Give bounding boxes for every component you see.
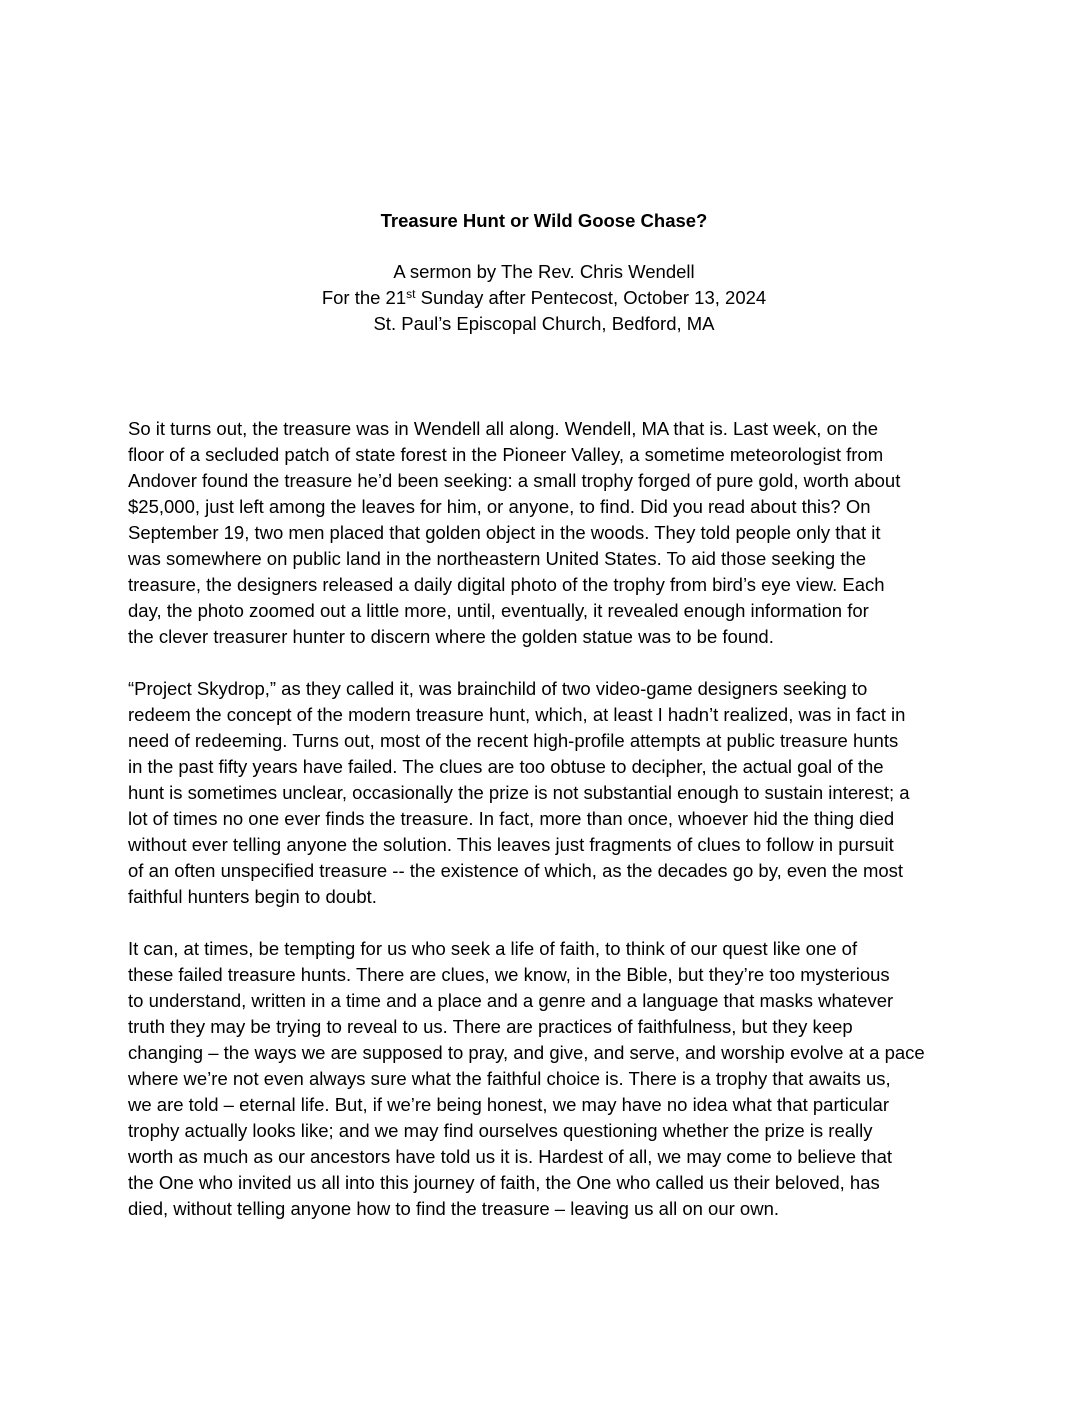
paragraph-line: these failed treasure hunts. There are clues, we know, in the Bible, but they’re too mysterious — [128, 964, 890, 985]
paragraph-line: in the past fifty years have failed. The clues are too obtuse to decipher, the actual goal of the — [128, 756, 884, 777]
paragraph-line: lot of times no one ever finds the treasure. In fact, more than once, whoever hid the thing died — [128, 808, 895, 829]
church-line: St. Paul’s Episcopal Church, Bedford, MA — [373, 313, 715, 334]
paragraph-line: faithful hunters begin to doubt. — [128, 886, 377, 907]
sermon-body — [128, 416, 960, 1248]
paragraph-line: was somewhere on public land in the northeastern United States. To aid those seeking the — [128, 548, 867, 569]
paragraph-line: the clever treasurer hunter to discern where the golden statue was to be found. — [128, 626, 774, 647]
paragraph — [128, 936, 960, 1222]
paragraph-line: September 19, two men placed that golden object in the woods. They told people only that it — [128, 522, 881, 543]
paragraph-line: treasure, the designers released a daily digital photo of the trophy from bird’s eye view. Each — [128, 574, 885, 595]
paragraph-line: to understand, written in a time and a place and a genre and a language that masks whatever — [128, 990, 894, 1011]
byline — [0, 259, 1088, 337]
ordinal-superscript: st — [406, 287, 416, 301]
paragraph-line: changing – the ways we are supposed to pray, and give, and serve, and worship evolve at a pace — [128, 1042, 925, 1063]
paragraph-line: without ever telling anyone the solution. This leaves just fragments of clues to follow in pursuit — [128, 834, 894, 855]
paragraph-line: So it turns out, the treasure was in Wendell all along. Wendell, MA that is. Last week, on the — [128, 418, 878, 439]
occasion-suffix: Sunday after Pentecost, October 13, 2024 — [415, 287, 767, 308]
paragraph — [128, 676, 960, 910]
paragraph-line: trophy actually looks like; and we may find ourselves questioning whether the prize is really — [128, 1120, 873, 1141]
paragraph-line: $25,000, just left among the leaves for him, or anyone, to find. Did you read about this? On — [128, 496, 871, 517]
paragraph-line: “Project Skydrop,” as they called it, was brainchild of two video-game designers seeking to — [128, 678, 868, 699]
document-title: Treasure Hunt or Wild Goose Chase? — [380, 210, 708, 231]
paragraph-line: day, the photo zoomed out a little more, until, eventually, it revealed enough information for — [128, 600, 869, 621]
paragraph-line: died, without telling anyone how to find the treasure – leaving us all on our own. — [128, 1198, 779, 1219]
paragraph-line: floor of a secluded patch of state forest in the Pioneer Valley, a sometime meteorologist from — [128, 444, 884, 465]
paragraph-line: hunt is sometimes unclear, occasionally the prize is not substantial enough to sustain interest; a — [128, 782, 910, 803]
paragraph — [128, 416, 960, 650]
paragraph-line: where we’re not even always sure what the faithful choice is. There is a trophy that awaits us, — [128, 1068, 891, 1089]
author-line: A sermon by The Rev. Chris Wendell — [393, 261, 695, 282]
occasion-line — [0, 285, 1088, 311]
occasion-prefix: For the 21 — [321, 287, 407, 308]
paragraph-line: need of redeeming. Turns out, most of the recent high-profile attempts at public treasure hunts — [128, 730, 899, 751]
paragraph-line: truth they may be trying to reveal to us. There are practices of faithfulness, but they keep — [128, 1016, 853, 1037]
paragraph-line: redeem the concept of the modern treasure hunt, which, at least I hadn’t realized, was in fact in — [128, 704, 906, 725]
paragraph-line: It can, at times, be tempting for us who seek a life of faith, to think of our quest like one of — [128, 938, 858, 959]
paragraph-line: the One who invited us all into this journey of faith, the One who called us their beloved, has — [128, 1172, 880, 1193]
paragraph-line: worth as much as our ancestors have told us it is. Hardest of all, we may come to believe that — [128, 1146, 892, 1167]
paragraph-line: we are told – eternal life. But, if we’re being honest, we may have no idea what that particular — [128, 1094, 889, 1115]
paragraph-line: Andover found the treasure he’d been seeking: a small trophy forged of pure gold, worth about — [128, 470, 901, 491]
paragraph-line: of an often unspecified treasure -- the existence of which, as the decades go by, even the most — [128, 860, 904, 881]
